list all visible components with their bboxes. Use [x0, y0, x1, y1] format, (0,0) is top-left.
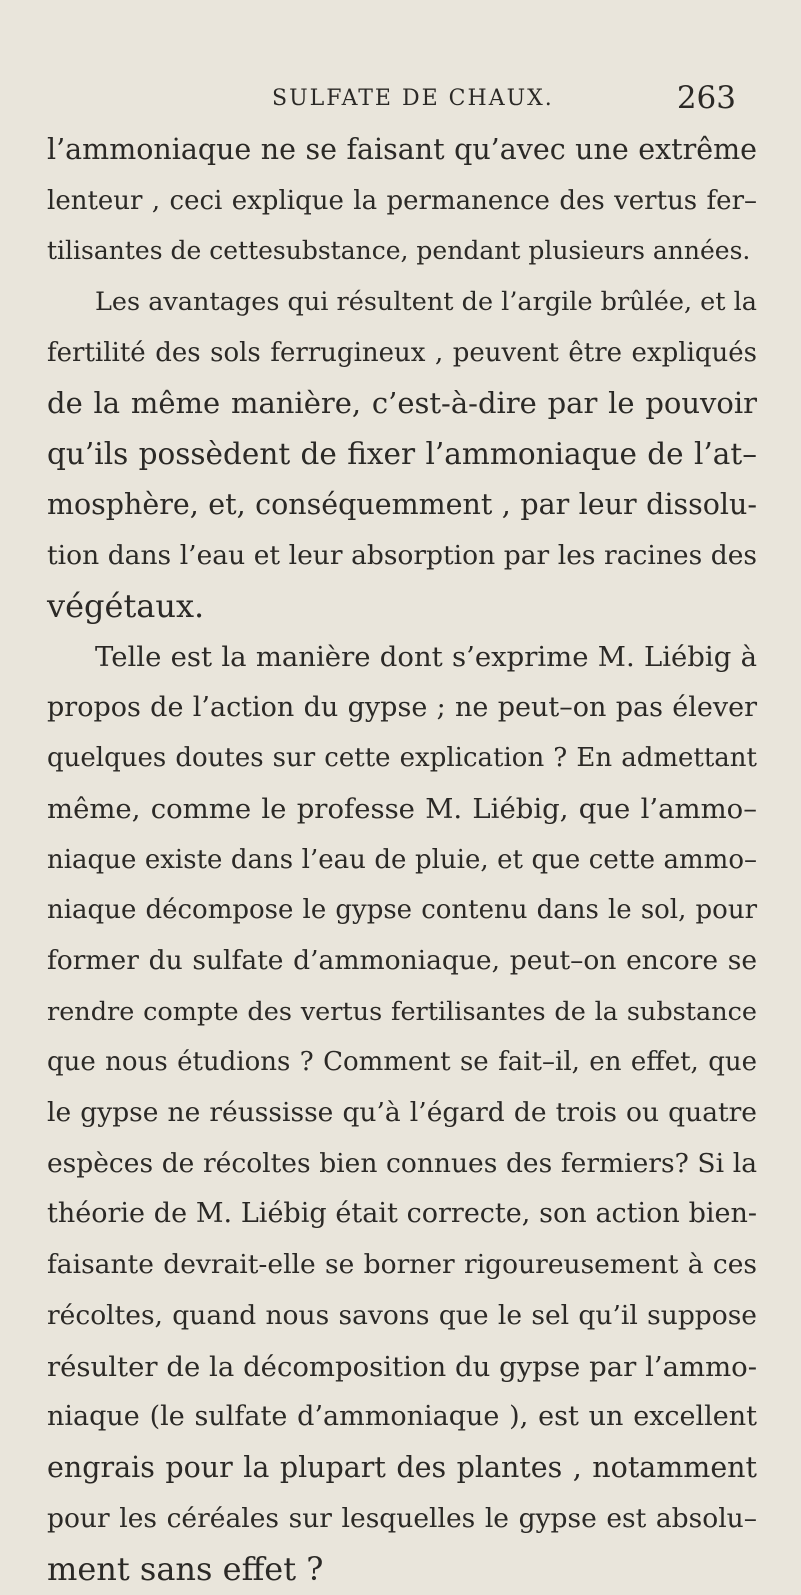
text-line: rendre compte des vertus fertilisantes de la substance [47, 996, 757, 1027]
page-number: 263 [676, 80, 736, 116]
text-line: théorie de M. Liébig était correcte, son action bien- [47, 1198, 757, 1230]
text-line: résulter de la décomposition du gypse par l’ammo- [47, 1350, 757, 1383]
text-line: pour les céréales sur lesquelles le gypse est absolu– [47, 1502, 757, 1534]
text-line: le gypse ne réussisse qu’à l’égard de trois ou quatre [47, 1097, 757, 1129]
page-header [0, 80, 801, 126]
text-line: Les avantages qui résultent de l’argile brûlée, et la [95, 287, 757, 318]
text-line: récoltes, quand nous savons que le sel qu’il suppose [47, 1299, 757, 1331]
text-line: espèces de récoltes bien connues des fermiers? Si la [47, 1147, 757, 1179]
text-line: Telle est la manière dont s’exprime M. Liébig à [95, 640, 757, 673]
text-line: mosphère, et, conséquemment , par leur dissolu- [47, 487, 757, 521]
text-line: végétaux. [47, 587, 205, 626]
text-line: ment sans effet ? [47, 1550, 324, 1589]
text-line: l’ammoniaque ne se faisant qu’avec une extrême [47, 133, 757, 166]
text-line: lenteur , ceci explique la permanence des vertus fer– [47, 185, 757, 216]
running-title: SULFATE DE CHAUX. [272, 86, 554, 111]
text-line: niaque (le sulfate d’ammoniaque ), est un excellent [47, 1401, 757, 1433]
text-line: faisante devrait-elle se borner rigoureusement à ces [47, 1249, 757, 1281]
text-line: même, comme le professe M. Liébig, que l’ammo– [47, 792, 757, 825]
text-line: quelques doutes sur cette explication ? En admettant [47, 743, 757, 774]
text-line: de la même manière, c’est-à-dire par le pouvoir [47, 386, 757, 421]
text-line: fertilité des sols ferrugineux , peuvent être expliqués [47, 337, 757, 368]
text-line: que nous étudions ? Comment se fait–il, en effet, que [47, 1047, 757, 1078]
body-text [47, 125, 757, 1595]
text-line: tilisantes de cettesubstance, pendant plusieurs années. [47, 236, 751, 266]
text-line: former du sulfate d’ammoniaque, peut–on encore se [47, 945, 757, 976]
text-line: niaque décompose le gypse contenu dans le sol, pour [47, 895, 757, 926]
text-line: niaque existe dans l’eau de pluie, et que cette ammo– [47, 844, 757, 875]
text-line: tion dans l’eau et leur absorption par les racines des [47, 539, 757, 571]
text-line: propos de l’action du gypse ; ne peut–on pas élever [47, 691, 757, 723]
text-line: engrais pour la plupart des plantes , notamment [47, 1450, 757, 1484]
text-line: qu’ils possèdent de fixer l’ammoniaque de l’at– [47, 437, 757, 472]
